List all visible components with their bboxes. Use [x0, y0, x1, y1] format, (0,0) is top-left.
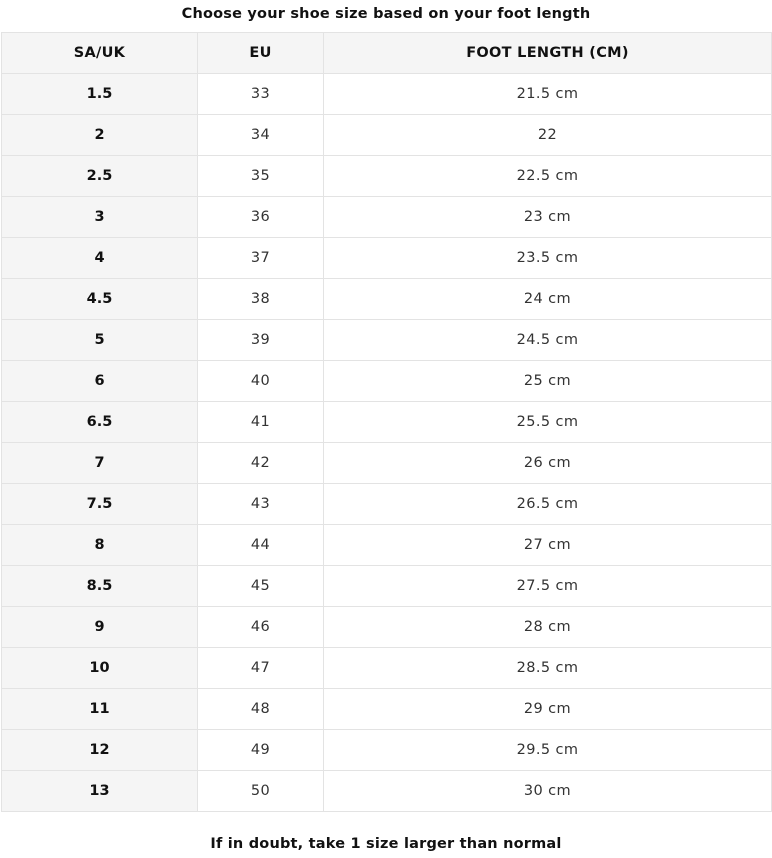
- cell-eu: 41: [198, 402, 324, 443]
- cell-foot-length: 22: [324, 115, 772, 156]
- cell-foot-length: 25.5 cm: [324, 402, 772, 443]
- cell-foot-length: 27.5 cm: [324, 566, 772, 607]
- cell-eu: 40: [198, 361, 324, 402]
- cell-eu: 35: [198, 156, 324, 197]
- cell-sa-uk: 8.5: [2, 566, 198, 607]
- table-body: [2, 74, 772, 812]
- cell-sa-uk: 5: [2, 320, 198, 361]
- table-row: [2, 525, 772, 566]
- table-row: [2, 238, 772, 279]
- cell-eu: 49: [198, 730, 324, 771]
- table-row: [2, 607, 772, 648]
- cell-sa-uk: 12: [2, 730, 198, 771]
- cell-sa-uk: 9: [2, 607, 198, 648]
- cell-eu: 43: [198, 484, 324, 525]
- header-row: [2, 33, 772, 74]
- cell-eu: 42: [198, 443, 324, 484]
- cell-eu: 34: [198, 115, 324, 156]
- table-row: [2, 484, 772, 525]
- cell-sa-uk: 4: [2, 238, 198, 279]
- table-row: [2, 197, 772, 238]
- cell-sa-uk: 2.5: [2, 156, 198, 197]
- cell-eu: 39: [198, 320, 324, 361]
- cell-sa-uk: 8: [2, 525, 198, 566]
- cell-eu: 45: [198, 566, 324, 607]
- table-row: [2, 279, 772, 320]
- table-header: [2, 33, 772, 74]
- table-row: [2, 320, 772, 361]
- table-row: [2, 648, 772, 689]
- cell-foot-length: 28 cm: [324, 607, 772, 648]
- cell-foot-length: 25 cm: [324, 361, 772, 402]
- cell-foot-length: 29.5 cm: [324, 730, 772, 771]
- cell-eu: 36: [198, 197, 324, 238]
- table-row: [2, 566, 772, 607]
- cell-foot-length: 26.5 cm: [324, 484, 772, 525]
- cell-sa-uk: 11: [2, 689, 198, 730]
- cell-eu: 37: [198, 238, 324, 279]
- cell-sa-uk: 6.5: [2, 402, 198, 443]
- cell-foot-length: 27 cm: [324, 525, 772, 566]
- table-row: [2, 689, 772, 730]
- cell-sa-uk: 13: [2, 771, 198, 812]
- table-row: [2, 402, 772, 443]
- cell-foot-length: 28.5 cm: [324, 648, 772, 689]
- cell-foot-length: 21.5 cm: [324, 74, 772, 115]
- size-chart-table: [1, 32, 772, 812]
- cell-sa-uk: 3: [2, 197, 198, 238]
- cell-eu: 47: [198, 648, 324, 689]
- table-row: [2, 771, 772, 812]
- table-row: [2, 443, 772, 484]
- page-title: Choose your shoe size based on your foot length: [181, 6, 591, 22]
- header-sa-uk: SA/UK: [2, 33, 198, 74]
- table-row: [2, 74, 772, 115]
- cell-eu: 50: [198, 771, 324, 812]
- cell-eu: 33: [198, 74, 324, 115]
- cell-foot-length: 22.5 cm: [324, 156, 772, 197]
- cell-foot-length: 29 cm: [324, 689, 772, 730]
- cell-foot-length: 24.5 cm: [324, 320, 772, 361]
- table-row: [2, 115, 772, 156]
- cell-sa-uk: 4.5: [2, 279, 198, 320]
- header-foot-length: FOOT LENGTH (CM): [324, 33, 772, 74]
- cell-eu: 38: [198, 279, 324, 320]
- header-eu: EU: [198, 33, 324, 74]
- cell-foot-length: 30 cm: [324, 771, 772, 812]
- cell-foot-length: 24 cm: [324, 279, 772, 320]
- cell-eu: 46: [198, 607, 324, 648]
- cell-foot-length: 26 cm: [324, 443, 772, 484]
- cell-foot-length: 23 cm: [324, 197, 772, 238]
- cell-eu: 48: [198, 689, 324, 730]
- table-row: [2, 361, 772, 402]
- cell-foot-length: 23.5 cm: [324, 238, 772, 279]
- cell-sa-uk: 1.5: [2, 74, 198, 115]
- cell-sa-uk: 10: [2, 648, 198, 689]
- cell-sa-uk: 6: [2, 361, 198, 402]
- cell-sa-uk: 7: [2, 443, 198, 484]
- cell-sa-uk: 2: [2, 115, 198, 156]
- footer-note: If in doubt, take 1 size larger than normal: [210, 836, 562, 852]
- table-row: [2, 730, 772, 771]
- table-row: [2, 156, 772, 197]
- cell-sa-uk: 7.5: [2, 484, 198, 525]
- cell-eu: 44: [198, 525, 324, 566]
